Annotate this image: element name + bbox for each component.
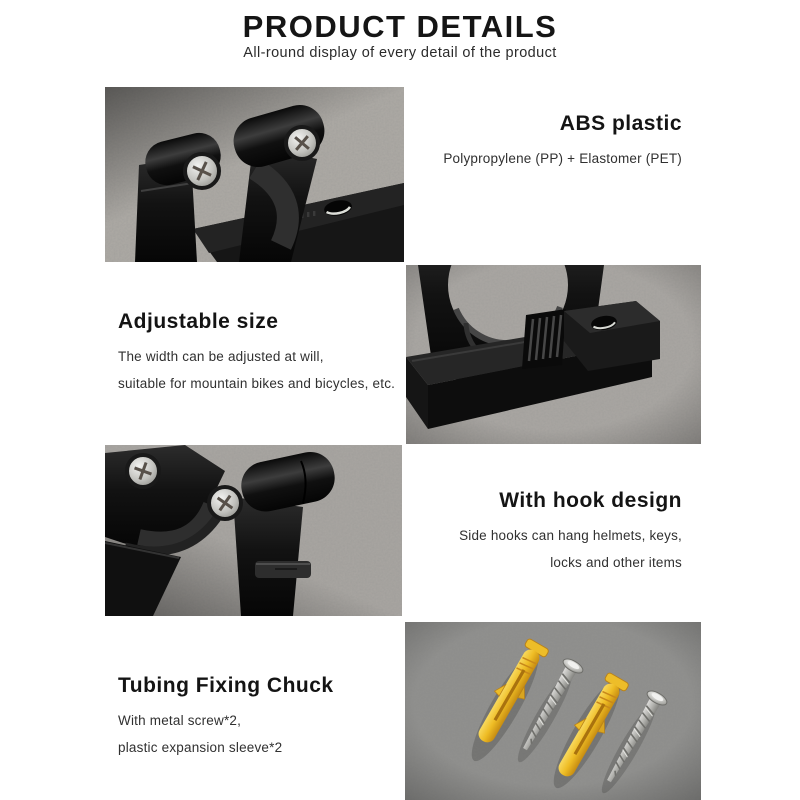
clamp-front-photo <box>105 87 404 262</box>
section-abs-plastic <box>372 111 682 172</box>
section-line: The width can be adjusted at will, <box>118 349 324 364</box>
base-rail-photo <box>406 265 701 444</box>
section-line: Side hooks can hang helmets, keys, <box>459 528 682 543</box>
clamp-hook-photo <box>105 445 402 616</box>
section-heading: ABS plastic <box>559 112 682 135</box>
section-line: suitable for mountain bikes and bicycles, etc. <box>118 376 396 391</box>
section-line: With metal screw*2, <box>118 713 242 728</box>
page-title: PRODUCT DETAILS <box>242 9 558 44</box>
screws-and-sleeves-photo <box>405 622 701 800</box>
section-line: plastic expansion sleeve*2 <box>118 740 283 755</box>
section-heading: With hook design <box>499 489 682 512</box>
section-heading: Tubing Fixing Chuck <box>118 674 334 697</box>
page-subtitle: All-round display of every detail of the product <box>243 45 557 61</box>
section-hook-design <box>372 488 682 576</box>
section-adjustable-size <box>118 309 428 397</box>
section-heading: Adjustable size <box>118 310 279 333</box>
section-tubing-fixing-chuck <box>118 673 428 761</box>
section-line: locks and other items <box>550 555 682 570</box>
section-line: Polypropylene (PP) + Elastomer (PET) <box>443 151 682 166</box>
